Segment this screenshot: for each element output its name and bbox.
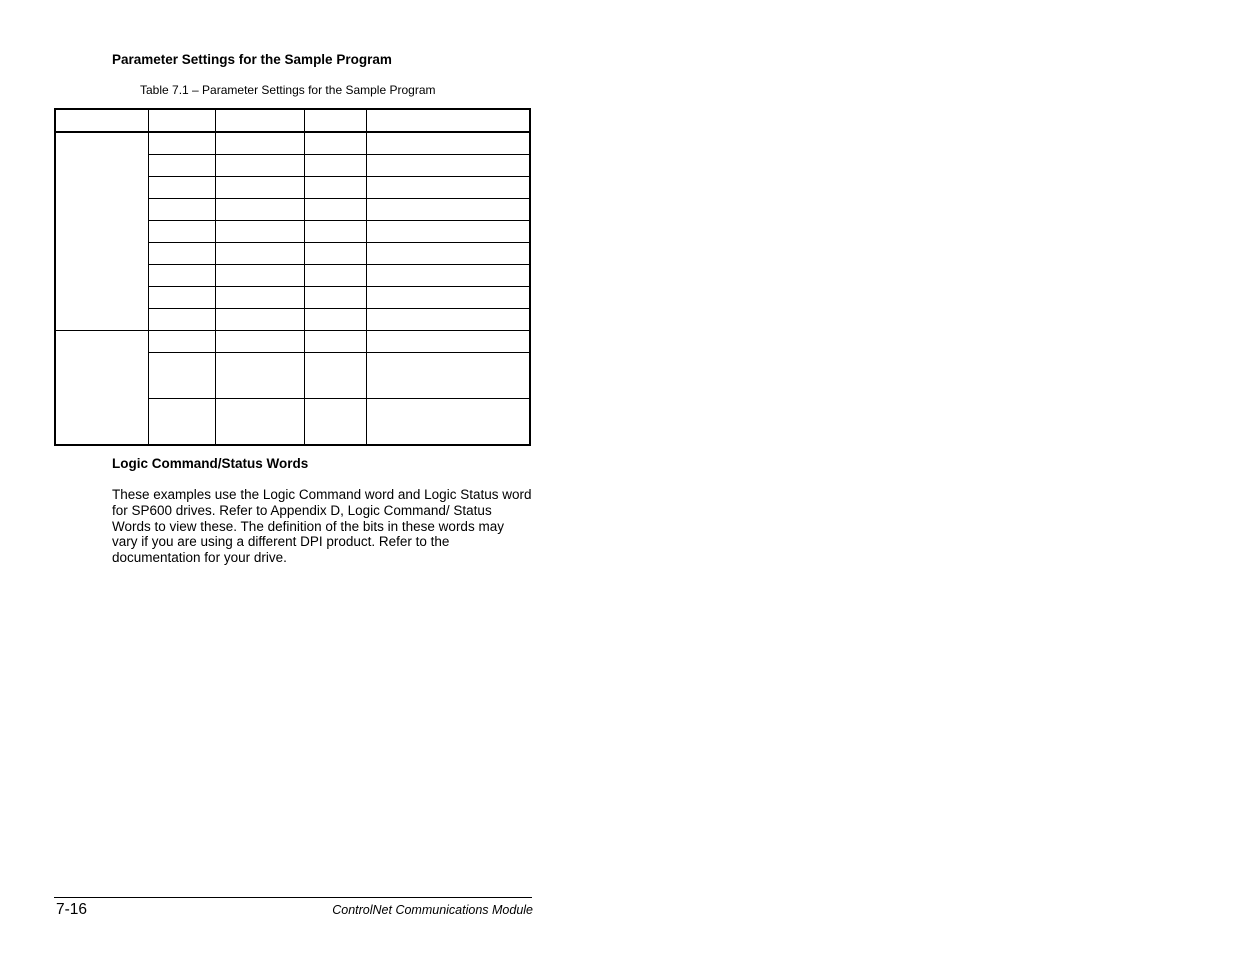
table-cell (215, 309, 304, 331)
table-cell (148, 287, 215, 309)
table-cell (304, 331, 366, 353)
table-cell (366, 353, 530, 399)
table-cell (215, 177, 304, 199)
table-cell (366, 331, 530, 353)
table-cell (148, 399, 215, 446)
table-cell (215, 221, 304, 243)
table-header-row (55, 109, 530, 132)
table-cell (215, 399, 304, 446)
table-cell (304, 265, 366, 287)
table-row (55, 132, 530, 155)
table-cell (148, 199, 215, 221)
table-cell (215, 265, 304, 287)
table-cell (366, 221, 530, 243)
parameter-settings-table (54, 108, 531, 446)
table-cell (215, 331, 304, 353)
table-cell (148, 177, 215, 199)
table-cell (215, 287, 304, 309)
table-header-cell (215, 109, 304, 132)
table-cell (304, 287, 366, 309)
table-cell (148, 353, 215, 399)
table-cell (215, 132, 304, 155)
table-cell (366, 199, 530, 221)
body-paragraph: These examples use the Logic Command word and Logic Status word for SP600 drives. Refer to Appendix D, Logic Command/ Status Words to view these. The definition of the bits in these words may vary if you are using a different DPI product. Refer to the documentation for your drive. (112, 487, 532, 566)
table-cell (148, 155, 215, 177)
section-heading: Parameter Settings for the Sample Program (112, 52, 392, 67)
page-number: 7-16 (56, 901, 88, 918)
table-cell (215, 155, 304, 177)
table-cell (148, 265, 215, 287)
table-header-cell (366, 109, 530, 132)
table-cell (366, 399, 530, 446)
table-cell (304, 132, 366, 155)
table-cell (366, 309, 530, 331)
table-header-cell (148, 109, 215, 132)
table-header-cell (304, 109, 366, 132)
table-cell (304, 309, 366, 331)
table-cell (215, 353, 304, 399)
table-cell (366, 265, 530, 287)
table-cell (366, 243, 530, 265)
table-cell (304, 177, 366, 199)
table-caption: Table 7.1 – Parameter Settings for the Sample Program (140, 83, 436, 97)
table-header-cell (55, 109, 148, 132)
table-cell (366, 132, 530, 155)
table-group-cell (55, 331, 148, 446)
table-cell (366, 177, 530, 199)
table-cell (366, 287, 530, 309)
table-cell (148, 309, 215, 331)
table-cell (148, 243, 215, 265)
table-cell (215, 199, 304, 221)
manual-title: ControlNet Communications Module (332, 903, 533, 917)
table-cell (148, 331, 215, 353)
table-row (55, 331, 530, 353)
table-cell (215, 243, 304, 265)
table-cell (304, 399, 366, 446)
table-cell (148, 132, 215, 155)
table-group-cell (55, 132, 148, 331)
table-cell (304, 221, 366, 243)
table-cell (304, 353, 366, 399)
table-cell (148, 221, 215, 243)
table-cell (304, 199, 366, 221)
subheading: Logic Command/Status Words (112, 456, 309, 471)
table-cell (304, 155, 366, 177)
table-cell (366, 155, 530, 177)
table-cell (304, 243, 366, 265)
footer-divider (54, 897, 532, 898)
